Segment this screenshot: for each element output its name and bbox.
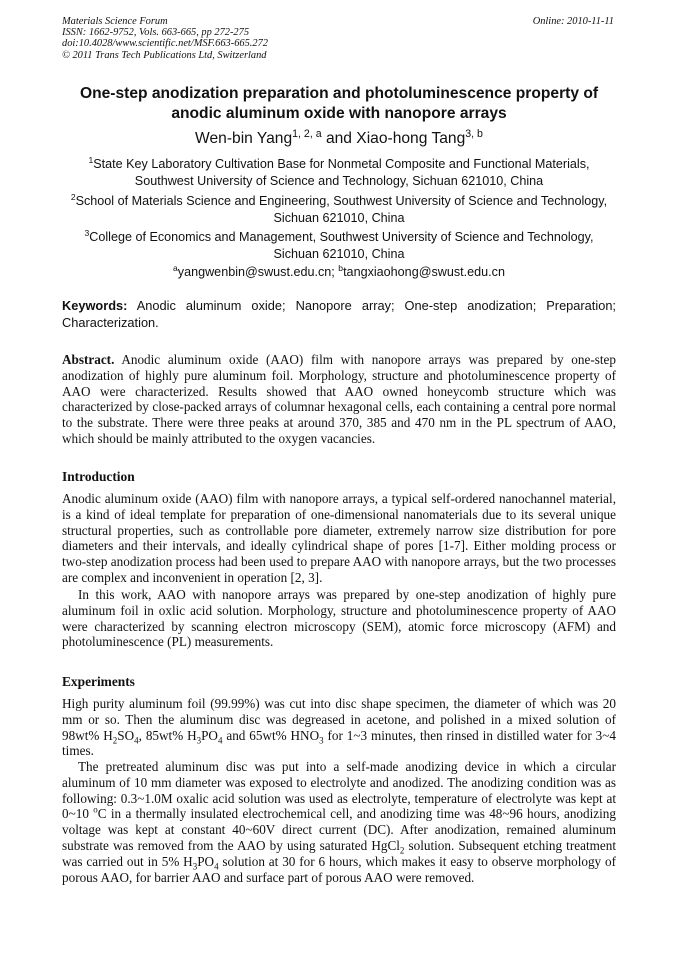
exp-p1-text-b: SO <box>117 727 135 743</box>
introduction-paragraph-2: In this work, AAO with nanopore arrays was prepared by one-step anodization of highly pure aluminum foil in oxlic acid solution. Morphology, structure and photoluminescence property of AAO were characterized by scanning electron microscopy (SEM), atomic force microscopy (AFM) and photoluminescence (PL) measurements. <box>62 587 616 650</box>
exp-p1-sub-4: 4 <box>217 735 223 746</box>
exp-p1-text-e: and 65wt% HNO <box>222 727 320 743</box>
journal-name: Materials Science Forum <box>62 16 168 27</box>
author-1-name: Wen-bin Yang <box>195 130 293 147</box>
paper-title <box>62 84 616 124</box>
abstract-label: Abstract. <box>62 352 115 367</box>
issn-line: ISSN: 1662-9752, Vols. 663-665, pp 272-275 <box>62 27 250 39</box>
journal-header <box>62 16 422 61</box>
exp-p1-text-a: High purity aluminum foil (99.99%) was cut into disc shape specimen, the diameter of which was 20 mm or so. Then the aluminum disc was degreased in acetone, and polished in a mixed solution of 98wt% H <box>62 696 616 743</box>
affiliation-2-line-2: Sichuan 621010, China <box>273 210 405 225</box>
exp-p1-sub-2: 4 <box>134 735 139 746</box>
affiliation-1-marker: 1 <box>88 154 94 165</box>
exp-p1-text-c: , 85wt% H <box>138 727 197 743</box>
author-2-affiliation-marker: 3, b <box>465 127 483 140</box>
affiliation-2 <box>62 193 616 226</box>
exp-p2-sub-2: 3 <box>192 861 198 872</box>
copyright-line: © 2011 Trans Tech Publications Ltd, Switzerland <box>62 49 267 61</box>
exp-p1-sub-3: 3 <box>196 735 202 746</box>
online-date: Online: 2010-11-11 <box>532 16 614 27</box>
exp-p1-sub-1: 2 <box>112 735 118 746</box>
keywords-label: Keywords: <box>62 298 128 313</box>
exp-p2-text-c: solution. Subsequent etching treatment was carried out in 5% H <box>62 837 616 869</box>
affiliation-1 <box>62 156 616 189</box>
exp-p2-text-d: PO <box>197 853 215 869</box>
keywords <box>62 298 616 331</box>
email-b: tangxiaohong@swust.edu.cn <box>343 265 505 279</box>
doi-line: doi:10.4028/www.scientific.net/MSF.663-665.272 <box>62 38 268 50</box>
affiliation-1-line-2: Southwest University of Science and Technology, Sichuan 621010, China <box>134 173 544 188</box>
email-b-marker: b <box>338 262 344 273</box>
exp-p1-text-f: for 1~3 minutes, then rinsed in distilled water for 3~4 times. <box>62 727 616 759</box>
exp-p1-sub-5: 3 <box>319 735 324 746</box>
email-a: yangwenbin@swust.edu.cn; <box>177 265 339 279</box>
experiments-heading: Experiments <box>62 674 135 689</box>
title-line-1: One-step anodization preparation and photoluminescence property of <box>79 85 599 102</box>
affiliation-1-line-1: State Key Laboratory Cultivation Base for Nonmetal Composite and Functional Materials, <box>93 157 590 171</box>
title-line-2: anodic aluminum oxide with nanopore arrays <box>171 105 507 122</box>
introduction-paragraph-1: Anodic aluminum oxide (AAO) film with nanopore arrays, a typical self-ordered nanochannel material, is a kind of ideal template for preparation of one-dimensional nanomaterials due to its several unique structural properties, such as controllable pore diameter, extremely narrow size distribution for pore diameters and their intervals, and ideally cylindrical shape of pores [1-7]. Either molding process or two-step anodization process had been used to prepare AAO with nanopore arrays, but the two processes are complex and inconvenient in operation [2, 3]. <box>62 491 616 585</box>
exp-p2-sup-1: o <box>93 805 98 815</box>
affiliation-3-marker: 3 <box>84 227 90 238</box>
affiliation-3 <box>62 229 616 262</box>
affiliation-3-line-2: Sichuan 621010, China <box>273 246 405 261</box>
author-2-name: Xiao-hong Tang <box>356 130 466 147</box>
author-1-affiliation-marker: 1, 2, a <box>292 127 322 140</box>
affiliation-2-line-1: School of Materials Science and Engineering, Southwest University of Science and Technology, <box>75 194 608 208</box>
exp-p2-sub-3: 4 <box>214 861 219 872</box>
exp-p2-text-a: The pretreated aluminum disc was put into a self-made anodizing device in which a circular aluminum of 10 mm diameter was exposed to electrolyte and anodized. The anodizing condition was as following: 0.3~1.0M oxalic acid solution was used as electrolyte, temperature of electrolyte was kept at 0~10 <box>62 759 616 822</box>
introduction-heading: Introduction <box>62 469 135 484</box>
experiments-paragraph-1 <box>62 696 616 759</box>
abstract <box>62 352 616 447</box>
author-conjunction: and <box>321 130 357 147</box>
keywords-text: Anodic aluminum oxide; Nanopore array; One-step anodization; Preparation; Characterization. <box>62 298 616 330</box>
exp-p2-text-e: solution at 30 for 6 hours, which makes it easy to observe morphology of porous AAO, for barrier AAO and surface part of porous AAO were removed. <box>62 853 616 885</box>
email-a-marker: a <box>173 262 178 273</box>
author-emails <box>62 264 616 281</box>
affiliation-2-marker: 2 <box>70 191 76 202</box>
exp-p2-sub-1: 2 <box>399 845 405 856</box>
affiliation-3-line-1: College of Economics and Management, Southwest University of Science and Technology, <box>89 230 594 244</box>
exp-p2-text-b: C in a thermally insulated electrochemical cell, and anodizing time was 48~96 hours, anodizing voltage was kept at constant 40~60V direct current (DC). After anodization, remained aluminum substrate was removed from the AAO by using saturated HgCl <box>62 806 616 853</box>
abstract-text: Anodic aluminum oxide (AAO) film with nanopore arrays was prepared by one-step anodization of highly pure aluminum foil. Morphology, structure and photoluminescence property of AAO were characterized. Results showed that AAO owned honeycomb structure which was characterized by close-packed arrays of columnar hexagonal cells, each containing a central pore normal to the substrate. There were three peaks at around 370, 385 and 470 nm in the PL spectrum of AAO, which should be mainly attributed to the oxygen vacancies. <box>62 352 616 446</box>
author-list <box>62 127 616 148</box>
exp-p1-text-d: PO <box>201 727 218 743</box>
experiments-paragraph-2 <box>62 759 616 885</box>
